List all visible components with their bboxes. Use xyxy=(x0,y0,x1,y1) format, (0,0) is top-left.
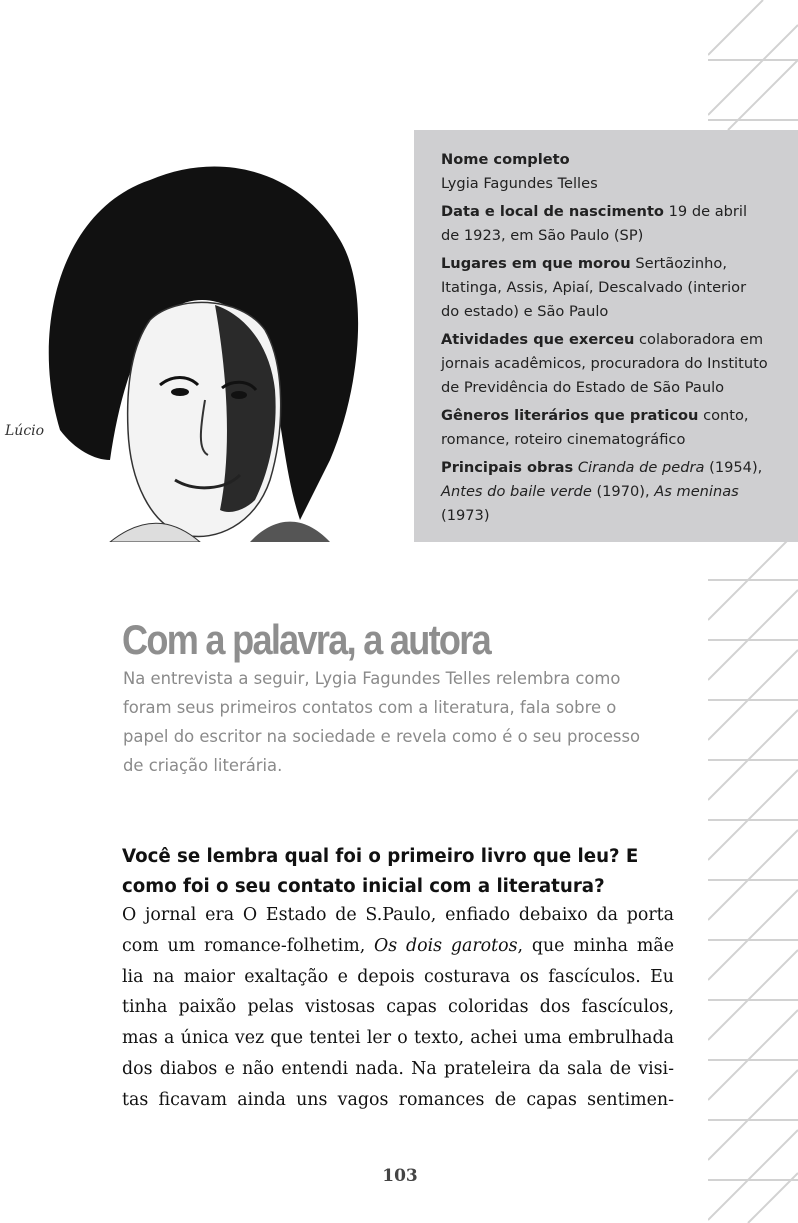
info-text: Sertãozinho, Itatinga, Assis, Apiaí, Descalvado (interior do estado) e São Paulo xyxy=(441,255,747,320)
author-portrait xyxy=(0,130,414,542)
artist-signature: Lúcio xyxy=(5,423,45,439)
info-text: conto, romance, roteiro cinematográfico xyxy=(441,407,749,448)
page-number: 103 xyxy=(382,1166,418,1186)
info-label: Lugares em que morou xyxy=(441,255,631,272)
answer-line: mas a única vez que tentei ler o texto, achei uma embrulhada xyxy=(122,1028,674,1049)
work-title: As meninas xyxy=(654,483,739,500)
answer-line: O jornal era O Estado de S.Paulo, enfiado debaixo da porta xyxy=(122,905,674,925)
info-text: colaboradora em jornais acadêmicos, procuradora do Instituto de Previdência do Estado de São Paulo xyxy=(441,331,768,396)
info-text: 19 de abril de 1923, em São Paulo (SP) xyxy=(441,203,748,244)
info-label: Atividades que exerceu xyxy=(441,331,635,348)
info-label: Principais obras xyxy=(441,459,574,476)
answer-line: tas ficavam ainda uns vagos romances de capas sentimen- xyxy=(122,1089,674,1110)
book-title: Os dois garotos xyxy=(374,935,518,956)
info-genres xyxy=(441,404,768,452)
work-title: Antes do baile verde xyxy=(441,483,592,500)
info-full-name xyxy=(441,148,768,196)
info-birth xyxy=(441,200,768,248)
interview-answer xyxy=(122,900,674,1116)
section-title: Com a palavra, a autora xyxy=(122,616,490,663)
work-year: (1973) xyxy=(441,507,490,524)
interview-question: Você se lembra qual foi o primeiro livro que leu? E como foi o seu contato inicial com a literatura? xyxy=(122,846,639,897)
answer-line: lia na maior exaltação e depois costurava os fascículos. Eu xyxy=(122,966,674,987)
info-label: Nome completo xyxy=(441,151,570,168)
answer-line: com um romance-folhetim, Os dois garotos, que minha mãe xyxy=(122,935,674,956)
answer-line: tinha paixão pelas vistosas capas coloridas dos fascículos, xyxy=(122,997,674,1018)
work-title: Ciranda de pedra xyxy=(577,459,705,476)
info-label: Gêneros literários que praticou xyxy=(441,407,699,424)
portrait-drawing xyxy=(0,130,414,542)
info-label: Data e local de nascimento xyxy=(441,203,664,220)
work-year: (1970), xyxy=(596,483,650,500)
info-activities xyxy=(441,328,768,400)
biography-infobox xyxy=(414,130,798,542)
answer-line: dos diabos e não entendi nada. Na prateleira da sala de visi- xyxy=(122,1058,674,1079)
section-intro: Na entrevista a seguir, Lygia Fagundes Telles relembra como foram seus primeiros contatos com a literatura, fala sobre o papel do escritor na sociedade e revela como é o seu processo de criação literária. xyxy=(123,669,641,775)
info-places xyxy=(441,252,768,324)
info-works xyxy=(441,456,768,528)
work-year: (1954), xyxy=(709,459,763,476)
info-text: Lygia Fagundes Telles xyxy=(441,175,598,192)
